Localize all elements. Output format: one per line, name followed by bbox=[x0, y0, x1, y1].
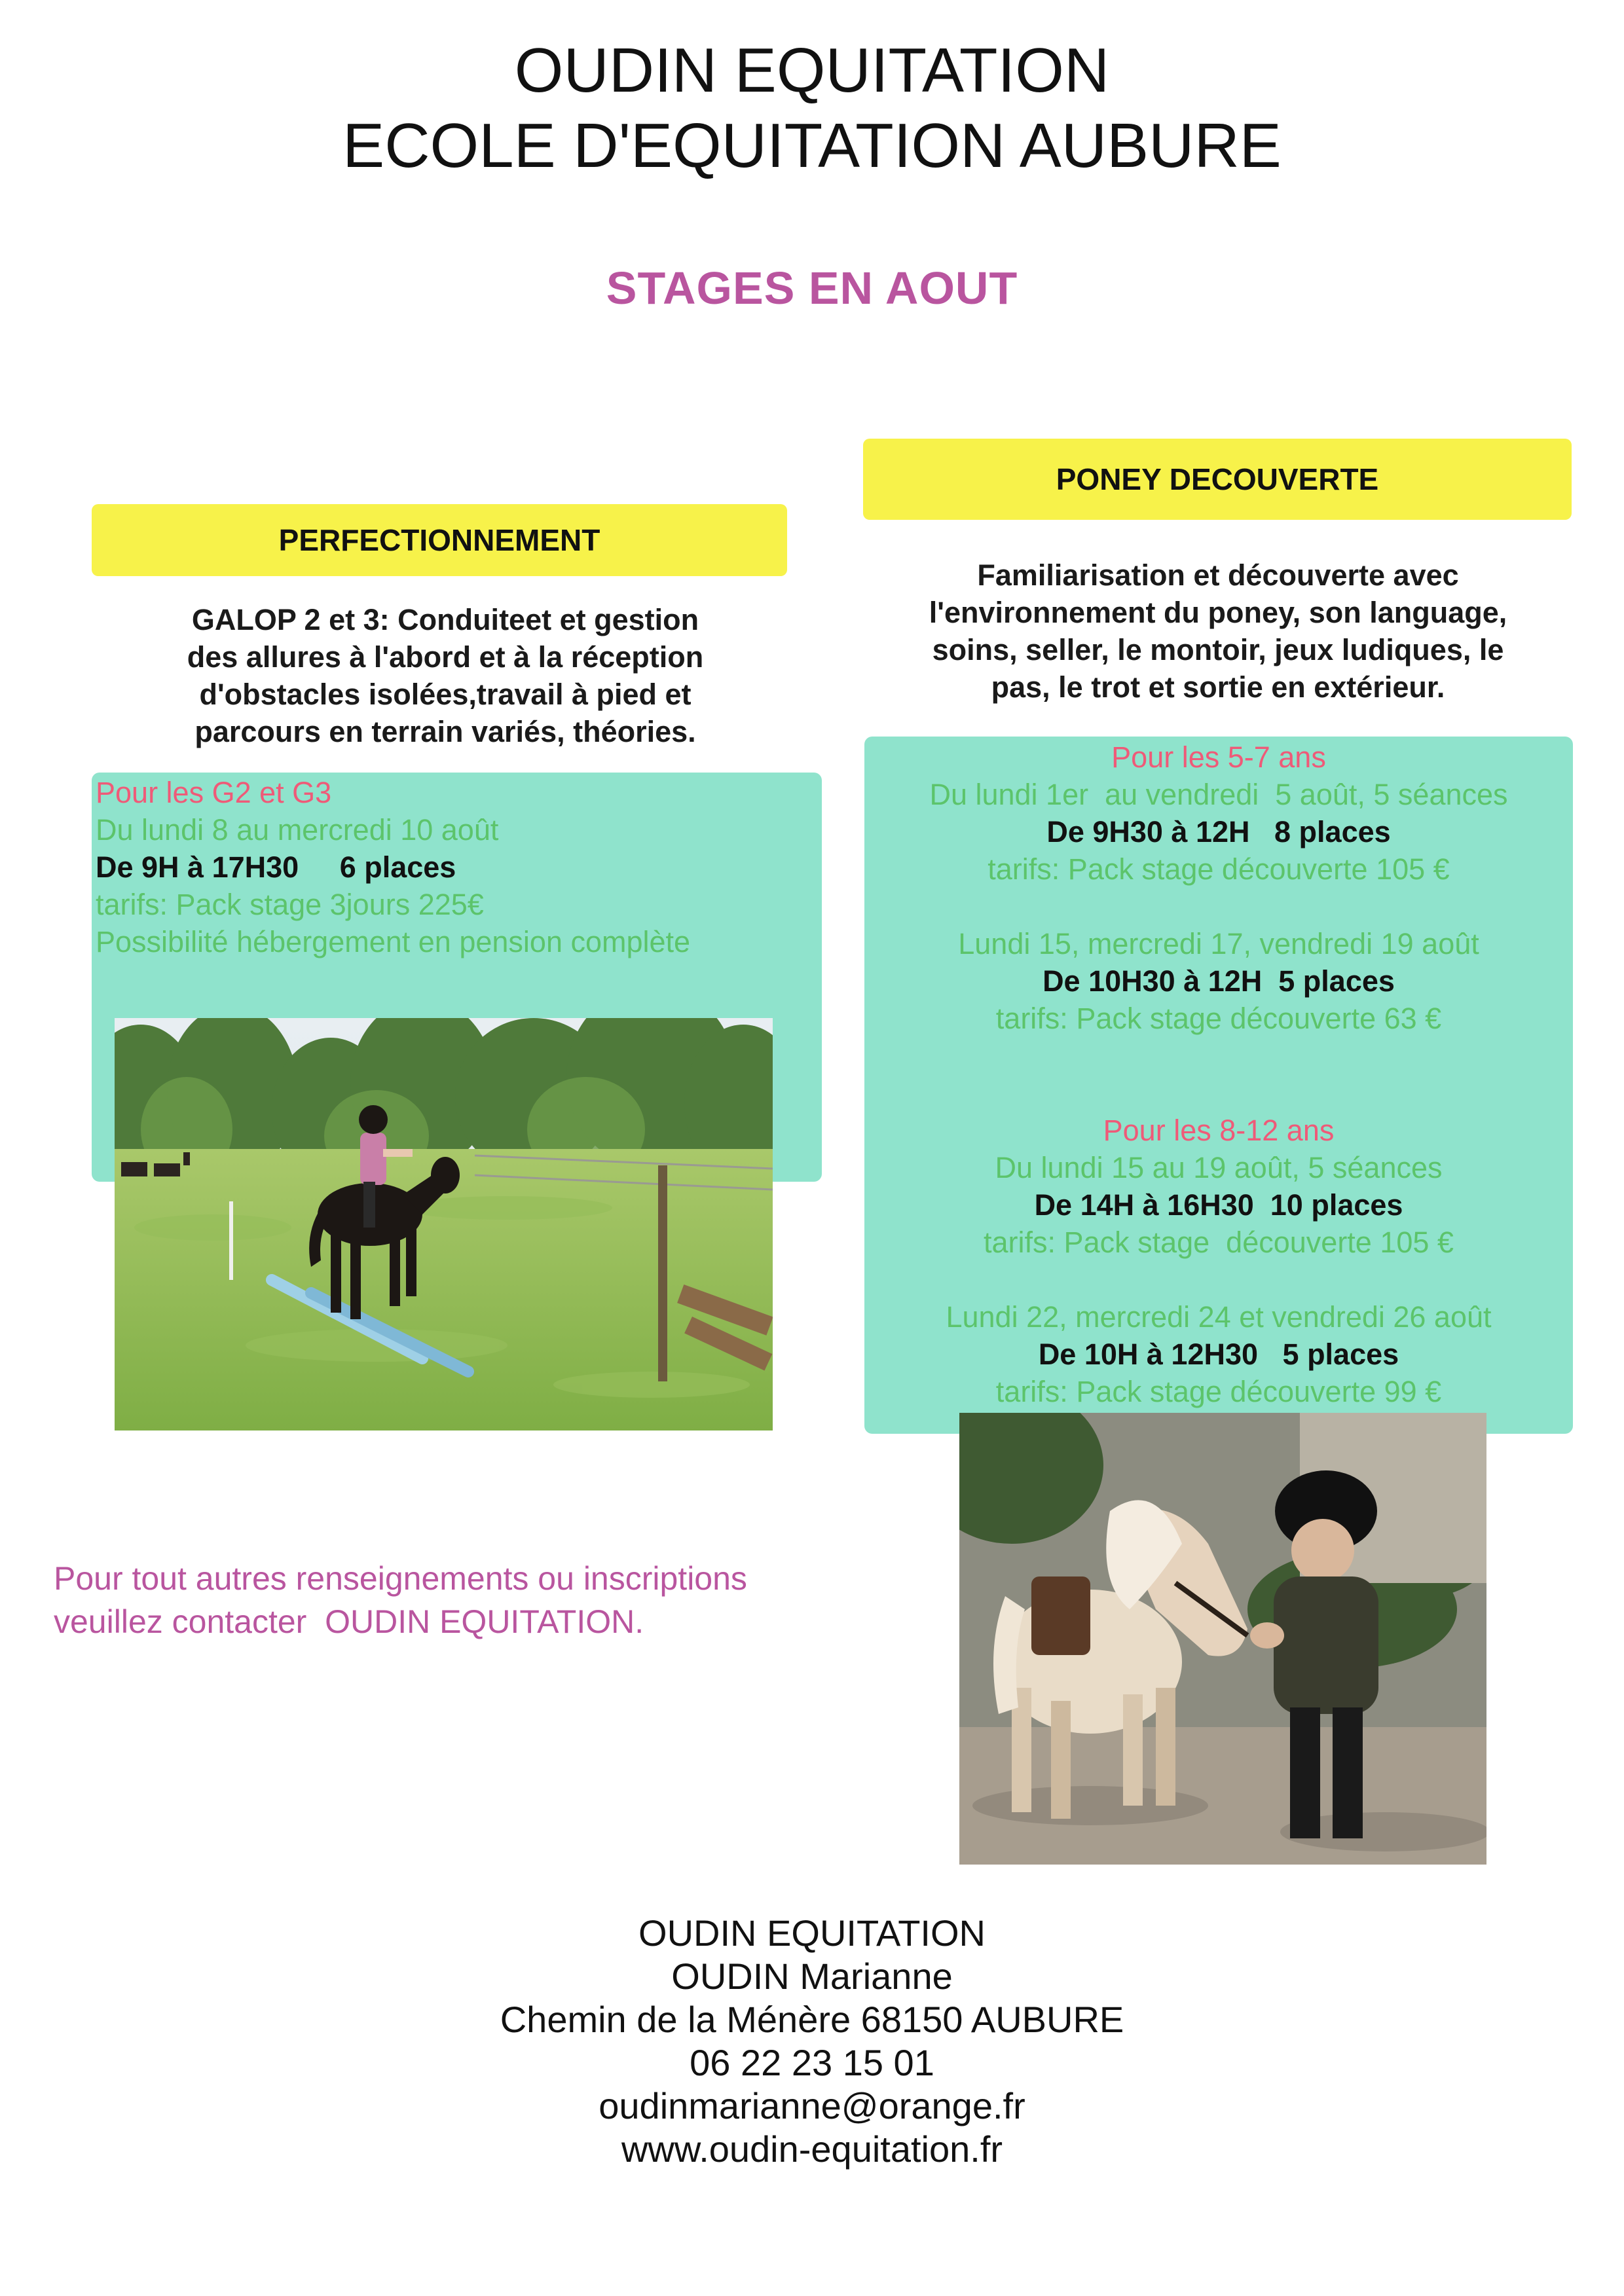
session-tarif: tarifs: Pack stage découverte 99 € bbox=[995, 1375, 1442, 1408]
footer-email[interactable]: oudinmarianne@orange.fr bbox=[599, 2085, 1025, 2126]
footer-person: OUDIN Marianne bbox=[671, 1956, 953, 1997]
session-dates: Lundi 15, mercredi 17, vendredi 19 août bbox=[958, 927, 1479, 960]
description-line: l'environnement du poney, son language, bbox=[929, 596, 1507, 629]
session-tarif: tarifs: Pack stage découverte 63 € bbox=[995, 1002, 1442, 1035]
session-dates: Lundi 22, mercredi 24 et vendredi 26 août bbox=[946, 1300, 1492, 1334]
perfectionnement-label-text: PERFECTIONNEMENT bbox=[278, 523, 600, 557]
perfectionnement-label bbox=[92, 504, 787, 576]
horse-jumping-photo bbox=[115, 1018, 773, 1430]
header-line-1: OUDIN EQUITATION bbox=[514, 35, 1110, 105]
session-tarif: tarifs: Pack stage découverte 105 € bbox=[987, 852, 1450, 886]
session-dates: Du lundi 15 au 19 août, 5 séances bbox=[995, 1151, 1443, 1184]
footer-name: OUDIN EQUITATION bbox=[638, 1912, 986, 1954]
session-hours: De 14H à 16H30 10 places bbox=[1034, 1188, 1403, 1222]
session-block bbox=[864, 1298, 1573, 1410]
session-block bbox=[864, 1149, 1573, 1261]
description-line: pas, le trot et sortie en extérieur. bbox=[991, 670, 1445, 704]
footer-website[interactable]: www.oudin-equitation.fr bbox=[621, 2128, 1003, 2170]
description-line: des allures à l'abord et à la réception bbox=[187, 640, 704, 674]
session-hours: De 10H à 12H30 5 places bbox=[1038, 1338, 1399, 1371]
child-with-pony-photo bbox=[959, 1413, 1486, 1865]
description-line: d'obstacles isolées,travail à pied et bbox=[199, 678, 692, 711]
footer-contact bbox=[0, 1912, 1624, 2171]
session-hours: De 9H30 à 12H 8 places bbox=[1046, 815, 1391, 848]
poney-decouverte-description bbox=[851, 556, 1585, 706]
header-line-2: ECOLE D'EQUITATION AUBURE bbox=[342, 111, 1282, 181]
session-hours: De 9H à 17H30 6 places bbox=[96, 850, 456, 884]
session-tarif: tarifs: Pack stage 3jours 225€ bbox=[96, 888, 484, 921]
poney-decouverte-label bbox=[863, 439, 1572, 520]
session-dates: Du lundi 8 au mercredi 10 août bbox=[96, 813, 499, 847]
hebergement-note: Possibilité hébergement en pension complète bbox=[96, 925, 691, 958]
session-block bbox=[864, 925, 1573, 1037]
description-line: GALOP 2 et 3: Conduiteet et gestion bbox=[191, 603, 699, 636]
description-line: parcours en terrain variés, théories. bbox=[194, 715, 696, 748]
audience-label: Pour les G2 et G3 bbox=[96, 776, 332, 809]
description-line: soins, seller, le montoir, jeux ludiques, le bbox=[932, 633, 1504, 666]
contact-note bbox=[54, 1557, 905, 1643]
poney-decouverte-info bbox=[864, 738, 1573, 1410]
contact-note-line-1: Pour tout autres renseignements ou inscriptions bbox=[54, 1560, 747, 1597]
perfectionnement-info bbox=[96, 774, 690, 960]
session-tarif: tarifs: Pack stage découverte 105 € bbox=[984, 1226, 1454, 1259]
audience-label-8-12: Pour les 8-12 ans bbox=[1103, 1114, 1335, 1147]
audience-label-5-7: Pour les 5-7 ans bbox=[1111, 740, 1326, 774]
session-hours: De 10H30 à 12H 5 places bbox=[1043, 964, 1395, 998]
footer-phone: 06 22 23 15 01 bbox=[690, 2042, 934, 2083]
poney-decouverte-label-text: PONEY DECOUVERTE bbox=[1056, 462, 1379, 496]
stages-title: STAGES EN AOUT bbox=[606, 263, 1018, 314]
perfectionnement-description bbox=[105, 601, 786, 750]
contact-note-line-2: veuillez contacter OUDIN EQUITATION. bbox=[54, 1603, 644, 1640]
footer-address: Chemin de la Ménère 68150 AUBURE bbox=[500, 1999, 1124, 2040]
session-dates: Du lundi 1er au vendredi 5 août, 5 séances bbox=[929, 778, 1508, 811]
session-block bbox=[864, 776, 1573, 888]
page-header bbox=[0, 33, 1624, 183]
description-line: Familiarisation et découverte avec bbox=[977, 558, 1459, 592]
